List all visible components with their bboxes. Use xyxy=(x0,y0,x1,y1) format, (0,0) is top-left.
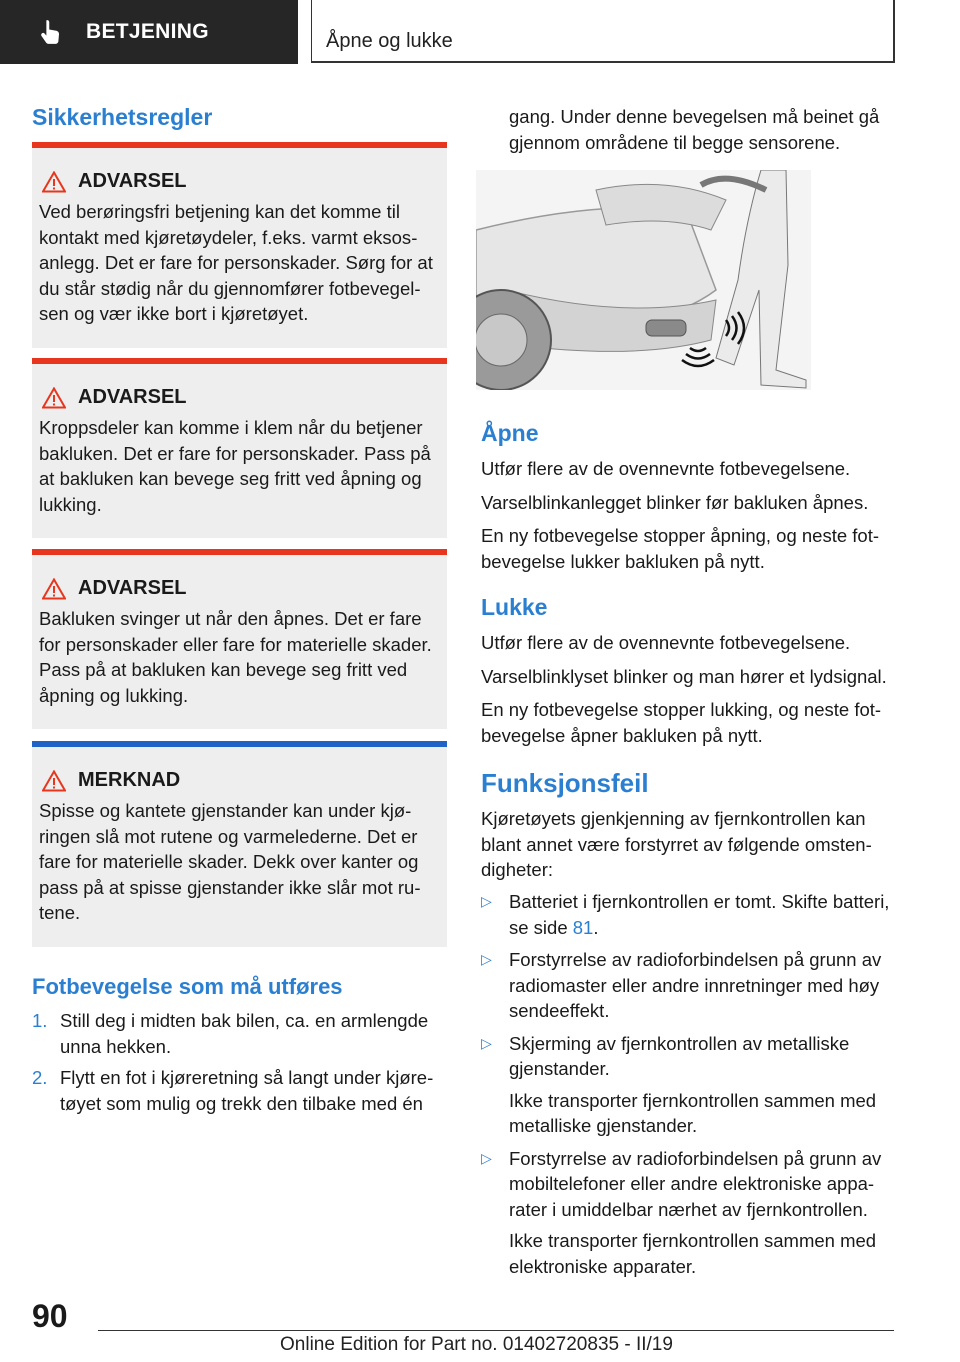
bullet-text: Forstyrrelse av radioforbindelsen på grunn av mobiltelefoner eller andre elektroniske apparater i umiddelbar nærhet av fjernkontrollen. xyxy=(509,1147,882,1220)
bullet-extra: Ikke transporter fjernkontrollen sammen med metalliske gjenstander. xyxy=(509,1089,877,1136)
warning-bar xyxy=(32,549,447,555)
bullet-tail: . xyxy=(593,916,599,938)
list-item xyxy=(481,1031,901,1139)
warning-box xyxy=(32,142,447,348)
instruction-line: En ny fotbevegelse stopper åpning, og neste fotbevegelse lukker bakluken på nytt. xyxy=(481,525,880,572)
warning-label: ADVARSEL xyxy=(78,577,187,599)
fault-intro: Kjøretøyets gjenkjenning av fjernkontrollen kan blant annet være forstyrret av følgende omstendigheter: xyxy=(481,808,872,880)
section-tab xyxy=(0,0,298,64)
warning-label: ADVARSEL xyxy=(78,170,187,192)
foot-motion-heading: Fotbevegelse som må utføres xyxy=(32,974,343,999)
warning-bar xyxy=(32,358,447,364)
bullet-icon: ▷ xyxy=(481,1034,492,1051)
footer-edition: Online Edition for Part no. 01402720835 - II/19 xyxy=(280,1334,673,1355)
list-item xyxy=(32,1065,452,1116)
bullet-text: Forstyrrelse av radioforbindelsen på grunn av radiomaster eller andre innretninger med høy sendeeffekt. xyxy=(509,949,882,1021)
list-item xyxy=(481,889,901,940)
footer-divider xyxy=(98,1330,894,1331)
open-heading: Åpne xyxy=(481,420,539,446)
foot-gesture-illustration xyxy=(476,170,811,390)
list-item xyxy=(481,947,901,1024)
step-continuation: gang. Under denne bevegelsen må beinet gå gjennom områdene til begge sensorene. xyxy=(509,106,880,153)
warning-triangle-icon xyxy=(42,770,66,792)
list-item xyxy=(32,1008,452,1059)
section-title: BETJENING xyxy=(86,20,209,43)
step-text: Still deg i midten bak bilen, ca. en armlengde unna hekken. xyxy=(60,1010,429,1057)
hand-pointer-icon xyxy=(36,17,66,47)
note-label: MERKNAD xyxy=(78,769,181,791)
chapter-title: Åpne og lukke xyxy=(326,30,453,52)
bullet-icon: ▷ xyxy=(481,1149,492,1166)
bullet-icon: ▷ xyxy=(481,893,492,909)
warning-triangle-icon xyxy=(42,578,66,600)
step-text: Flytt en fot i kjøreretning så langt under kjøretøyet som mulig og trekk den tilbake med én xyxy=(60,1067,434,1114)
close-instructions xyxy=(481,630,901,748)
chapter-header xyxy=(311,0,895,63)
warning-text: Kroppsdeler kan komme i klem når du betjener bakluken. Det er fare for personskader. Pass på at bakluken kan bevege seg fritt ved åpning og lukking. xyxy=(39,417,431,515)
warning-text: Bakluken svinger ut når den åpnes. Det er fare for personskader eller fare for materielle skader. Pass på at bakluken kan bevege seg fritt ved åpning og lukking. xyxy=(39,608,432,706)
warning-triangle-icon xyxy=(42,171,66,193)
page-link[interactable]: 81 xyxy=(572,916,594,938)
instruction-line: Varselblinklyset blinker og man hører et lydsignal. xyxy=(481,665,887,687)
instruction-line: En ny fotbevegelse stopper lukking, og neste fotbevegelse åpner bakluken på nytt. xyxy=(481,699,882,746)
bullet-text: Batteriet i fjernkontrollen er tomt. Skifte batteri, se side xyxy=(509,891,890,938)
warning-text: Ved berøringsfri betjening kan det komme til kontakt med kjøretøydeler, f.eks. varmt eksosanlegg. Det er fare for personskader. Sørg for at du står stødig når du gjennomfører fotbevegelsen og vær ikke bort i kjøretøyet. xyxy=(39,201,433,324)
fault-list xyxy=(481,882,901,1279)
bullet-text: Skjerming av fjernkontrollen av metalliske gjenstander. xyxy=(509,1032,850,1079)
step-number: 2. xyxy=(32,1067,48,1088)
bullet-icon: ▷ xyxy=(481,951,492,967)
list-item xyxy=(481,1146,901,1280)
fault-heading: Funksjonsfeil xyxy=(481,768,649,798)
page-number: 90 xyxy=(32,1298,68,1334)
note-text: Spisse og kantete gjenstander kan under kjøringen slå mot rutene og varmelederne. Det er fare for materielle skader. Dekk over kanter og pass på at spisse gjenstander ikke slår mot rutene. xyxy=(39,800,421,923)
warning-label: ADVARSEL xyxy=(78,386,187,408)
warning-triangle-icon xyxy=(42,387,66,409)
steps-list xyxy=(32,1008,452,1116)
close-heading: Lukke xyxy=(481,594,548,620)
safety-heading: Sikkerhetsregler xyxy=(32,104,213,130)
warning-box xyxy=(32,549,447,729)
step-number: 1. xyxy=(32,1010,48,1031)
open-instructions xyxy=(481,456,901,574)
instruction-line: Varselblinkanlegget blinker før bakluken åpnes. xyxy=(481,491,869,513)
warning-box xyxy=(32,358,447,538)
note-bar xyxy=(32,741,447,747)
instruction-line: Utfør flere av de ovennevnte fotbevegelsene. xyxy=(481,632,851,653)
instruction-line: Utfør flere av de ovennevnte fotbevegelsene. xyxy=(481,458,851,479)
note-box xyxy=(32,741,447,947)
bullet-extra: Ikke transporter fjernkontrollen sammen med elektroniske apparater. xyxy=(509,1230,877,1277)
warning-bar xyxy=(32,142,447,148)
